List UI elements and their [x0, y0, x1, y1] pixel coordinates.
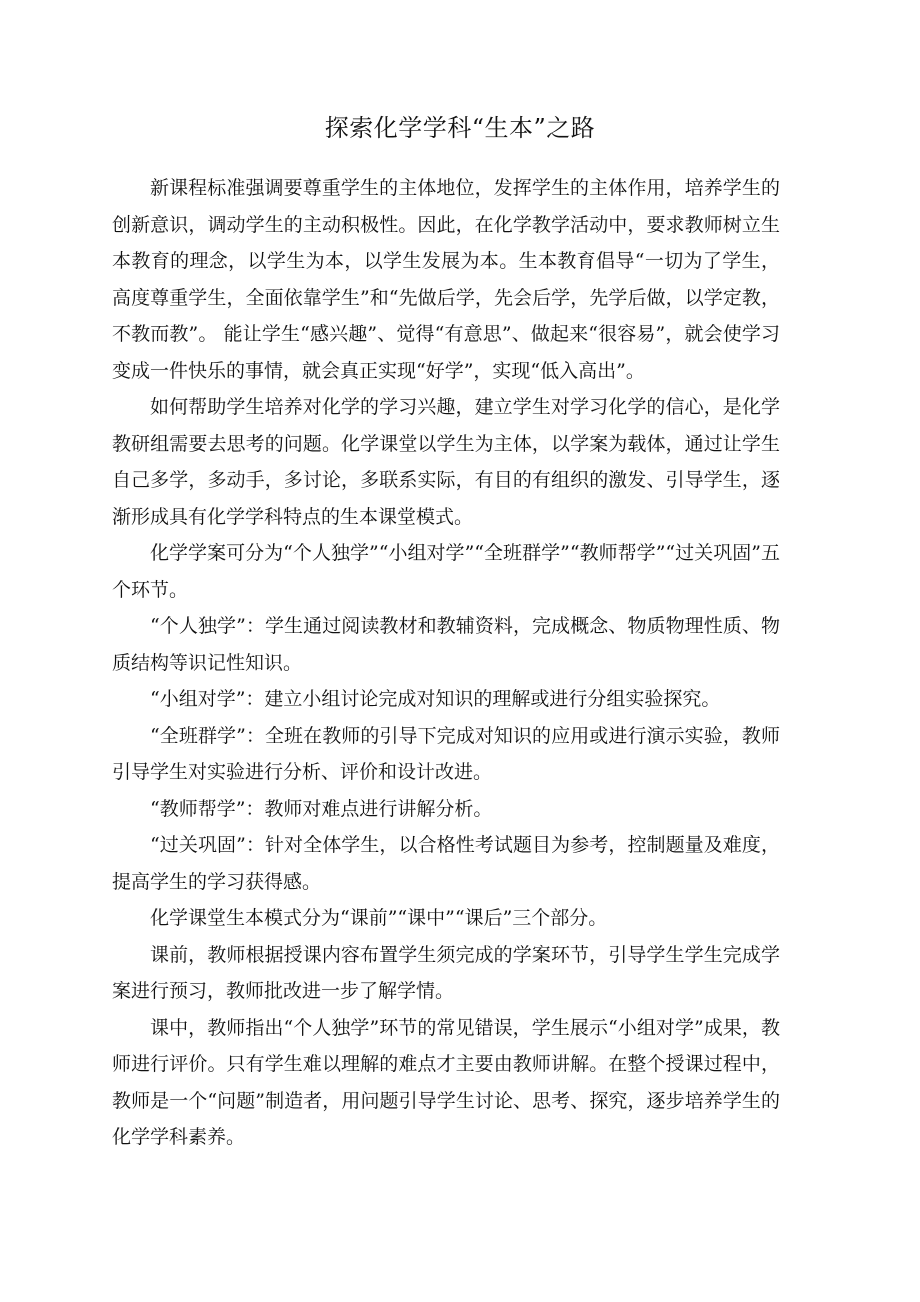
paragraph-class-study: “全班群学”：全班在教师的引导下完成对知识的应用或进行演示实验，教师引导学生对实验进行分析、评价和设计改进。 — [112, 724, 780, 783]
document-title: 探索化学学科“生本”之路 — [324, 114, 596, 142]
paragraph-interest: 如何帮助学生培养对化学的学习兴趣，建立学生对学习化学的信心，是化学教研组需要去思考的问题。化学课堂以学生为主体，以学案为载体，通过让学生自己多学，多动手，多讨论，多联系实际，有目的有组织的激发、引导学生，逐渐形成具有化学学科特点的生本课堂模式。 — [112, 396, 780, 528]
paragraph-consolidation: “过关巩固”：针对全体学生，以合格性考试题目为参考，控制题量及难度，提高学生的学习获得感。 — [112, 834, 780, 893]
paragraph-group-study: “小组对学”：建立小组讨论完成对知识的理解或进行分组实验探究。 — [150, 688, 721, 710]
paragraph-teacher-help: “教师帮学”：教师对难点进行讲解分析。 — [150, 797, 493, 820]
paragraph-during-class: 课中，教师指出“个人独学”环节的常见错误，学生展示“小组对学”成果，教师进行评价。只有学生难以理解的难点才主要由教师讲解。在整个授课过程中，教师是一个“问题”制造者，用问题引导学生讨论、思考、探究，逐步培养学生的化学学科素养。 — [112, 1016, 780, 1148]
document-body — [112, 170, 780, 1156]
paragraph-before-class: 课前，教师根据授课内容布置学生须完成的学案环节，引导学生学生完成学案进行预习，教师批改进一步了解学情。 — [112, 943, 780, 1002]
paragraph-intro: 新课程标准强调要尊重学生的主体地位，发挥学生的主体作用，培养学生的创新意识，调动学生的主动积极性。因此，在化学教学活动中，要求教师树立生本教育的理念，以学生为本，以学生发展为本。生本教育倡导“一切为了学生，高度尊重学生，全面依靠学生”和“先做后学，先会后学，先学后做，以学定教，不教而教”。 能让学生“感兴趣”、觉得“有意思”、做起来“很容易”，就会使学习变成一件快乐的事情，就会真正实现“好学”，实现“低入高出”。 — [112, 177, 780, 382]
paragraph-individual-study: “个人独学”：学生通过阅读教材和教辅资料，完成概念、物质物理性质、物质结构等识记性知识。 — [112, 615, 780, 674]
paragraph-three-parts: 化学课堂生本模式分为“课前”“课中”“课后”三个部分。 — [150, 907, 608, 929]
paragraph-five-stages: 化学学案可分为“个人独学”“小组对学”“全班群学”“教师帮学”“过关巩固”五个环节。 — [112, 542, 780, 601]
